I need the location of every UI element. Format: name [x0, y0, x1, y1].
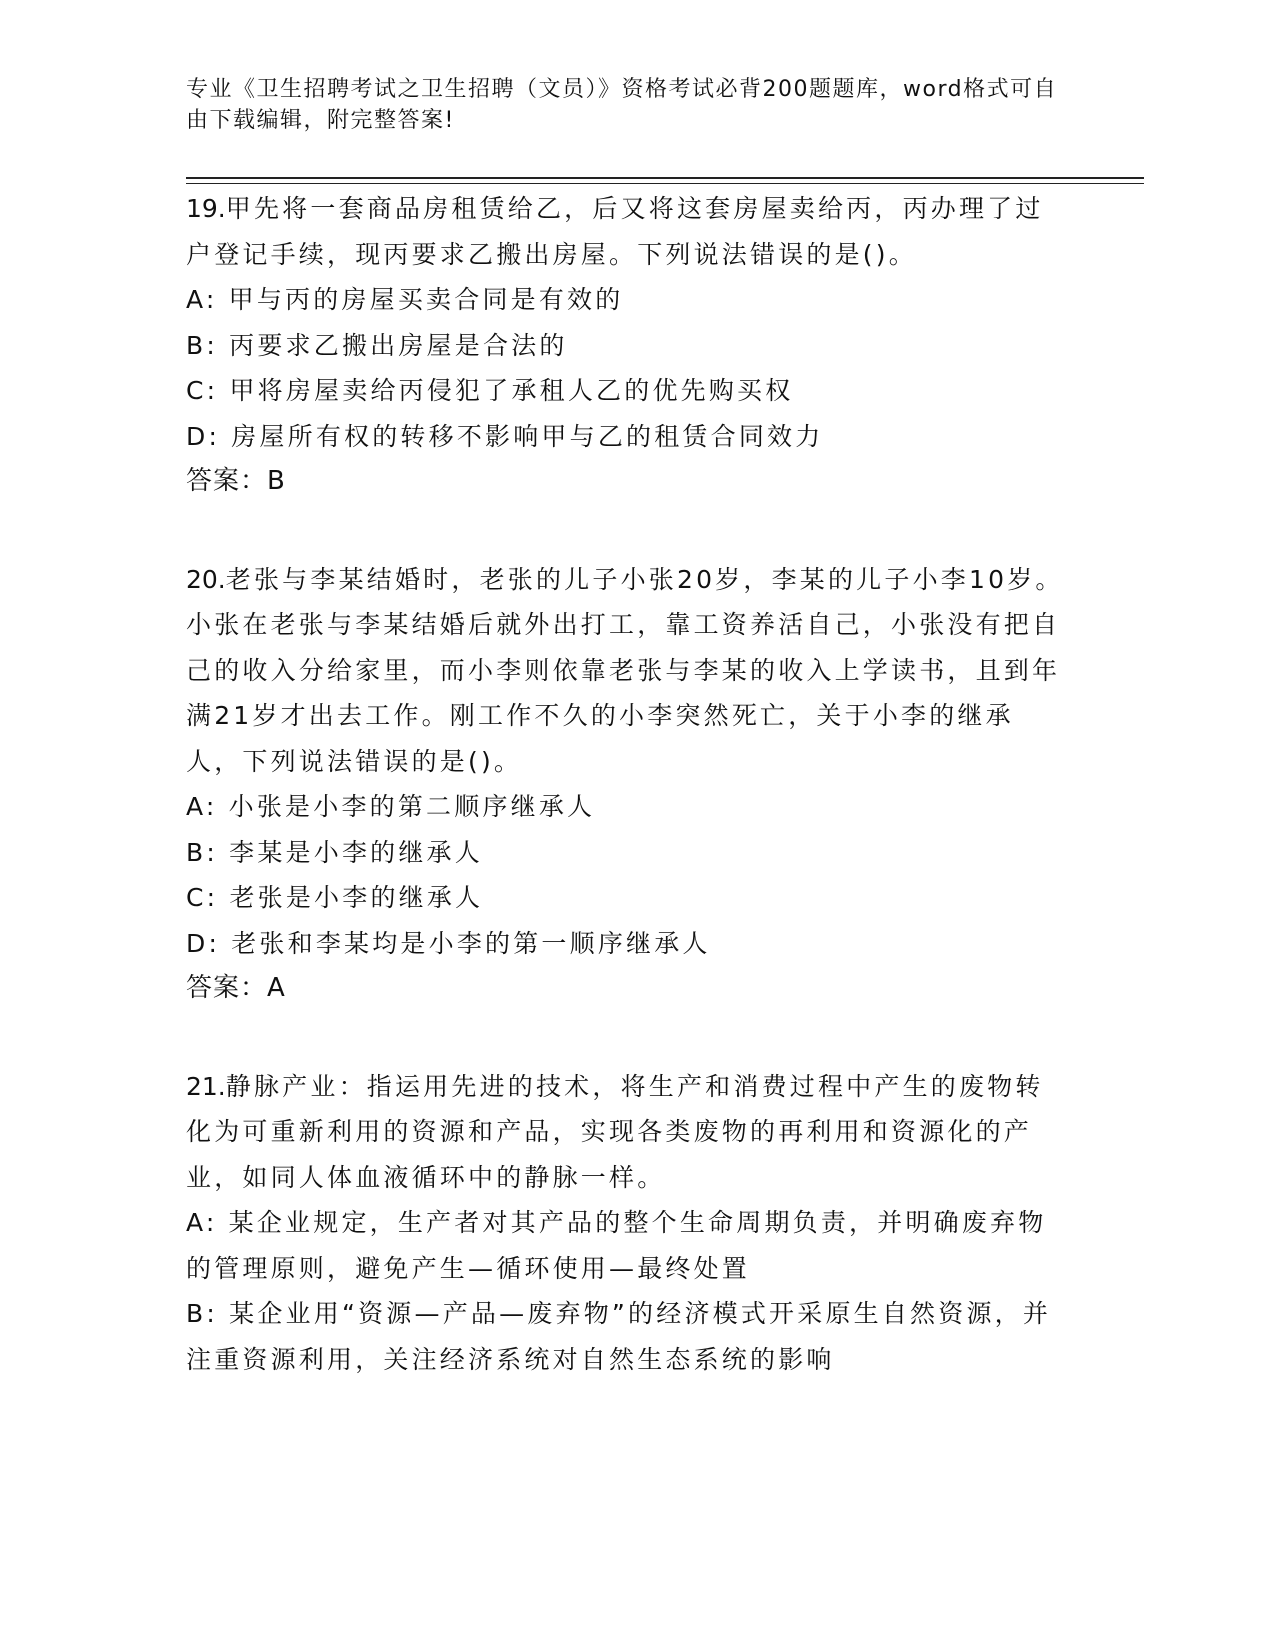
option-key: B:: [186, 837, 218, 867]
header-divider-thin: [186, 183, 1144, 184]
question-number: 21.: [186, 1071, 226, 1101]
option-b: [186, 323, 1066, 369]
option-b: [186, 1291, 1066, 1382]
question-list: [186, 186, 1066, 1434]
option-a: [186, 784, 1066, 830]
question-stem: [186, 186, 1066, 277]
option-text: 某企业规定，生产者对其产品的整个生命周期负责，并明确废弃物的管理原则，避免产生—循环使用—最终处置: [186, 1208, 1047, 1283]
question-number: 19.: [186, 194, 226, 223]
question-20: [186, 557, 1066, 1012]
option-key: D:: [186, 928, 221, 958]
document-header: 专业《卫生招聘考试之卫生招聘（文员）》资格考试必背200题题库，word格式可自由下载编辑，附完整答案!: [186, 77, 1058, 133]
option-a: [186, 1200, 1066, 1291]
option-key: B:: [186, 330, 218, 360]
option-b: [186, 830, 1066, 876]
question-text: 老张与李某结婚时，老张的儿子小张20岁，李某的儿子小李10岁。小张在老张与李某结婚后就外出打工，靠工资养活自己，小张没有把自己的收入分给家里，而小李则依靠老张与李某的收入上学读书，且到年满21岁才出去工作。刚工作不久的小李突然死亡，关于小李的继承人，下列说法错误的是()。: [186, 564, 1064, 776]
option-text: 某企业用“资源—产品—废弃物”的经济模式开采原生自然资源，并注重资源利用，关注经济系统对自然生态系统的影响: [186, 1299, 1052, 1374]
question-number: 20.: [186, 564, 226, 594]
question-stem: [186, 1064, 1066, 1201]
option-key: A:: [186, 792, 218, 821]
option-text: 李某是小李的继承人: [229, 837, 483, 867]
answer-line: 答案：A: [186, 973, 286, 1003]
option-text: 甲与丙的房屋买卖合同是有效的: [228, 285, 624, 314]
question-19: [186, 186, 1066, 505]
option-text: 甲将房屋卖给丙侵犯了承租人乙的优先购买权: [229, 376, 794, 405]
option-key: A:: [186, 285, 218, 314]
option-key: C:: [186, 376, 219, 405]
option-text: 丙要求乙搬出房屋是合法的: [229, 330, 568, 360]
question-text: 静脉产业：指运用先进的技术，将生产和消费过程中产生的废物转化为可重新利用的资源和产品，实现各类废物的再利用和资源化的产业，如同人体血液循环中的静脉一样。: [186, 1071, 1044, 1192]
option-d: [186, 921, 1066, 967]
option-a: [186, 277, 1066, 323]
option-text: 小张是小李的第二顺序继承人: [228, 792, 596, 821]
question-text: 甲先将一套商品房租赁给乙，后又将这套房屋卖给丙，丙办理了过户登记手续，现丙要求乙搬出房屋。下列说法错误的是()。: [186, 194, 1044, 269]
question-stem: [186, 557, 1066, 785]
option-text: 老张是小李的继承人: [229, 883, 484, 912]
option-key: A:: [186, 1208, 218, 1237]
option-key: C:: [186, 883, 219, 912]
option-key: B:: [186, 1299, 218, 1328]
option-text: 房屋所有权的转移不影响甲与乙的租赁合同效力: [231, 421, 824, 451]
option-d: [186, 414, 1066, 460]
option-text: 老张和李某均是小李的第一顺序继承人: [231, 928, 711, 958]
question-21: [186, 1064, 1066, 1383]
option-key: D:: [186, 421, 221, 451]
answer-line: 答案：B: [186, 466, 286, 496]
header-divider-thick: [186, 177, 1144, 179]
option-c: [186, 368, 1066, 414]
option-c: [186, 875, 1066, 921]
